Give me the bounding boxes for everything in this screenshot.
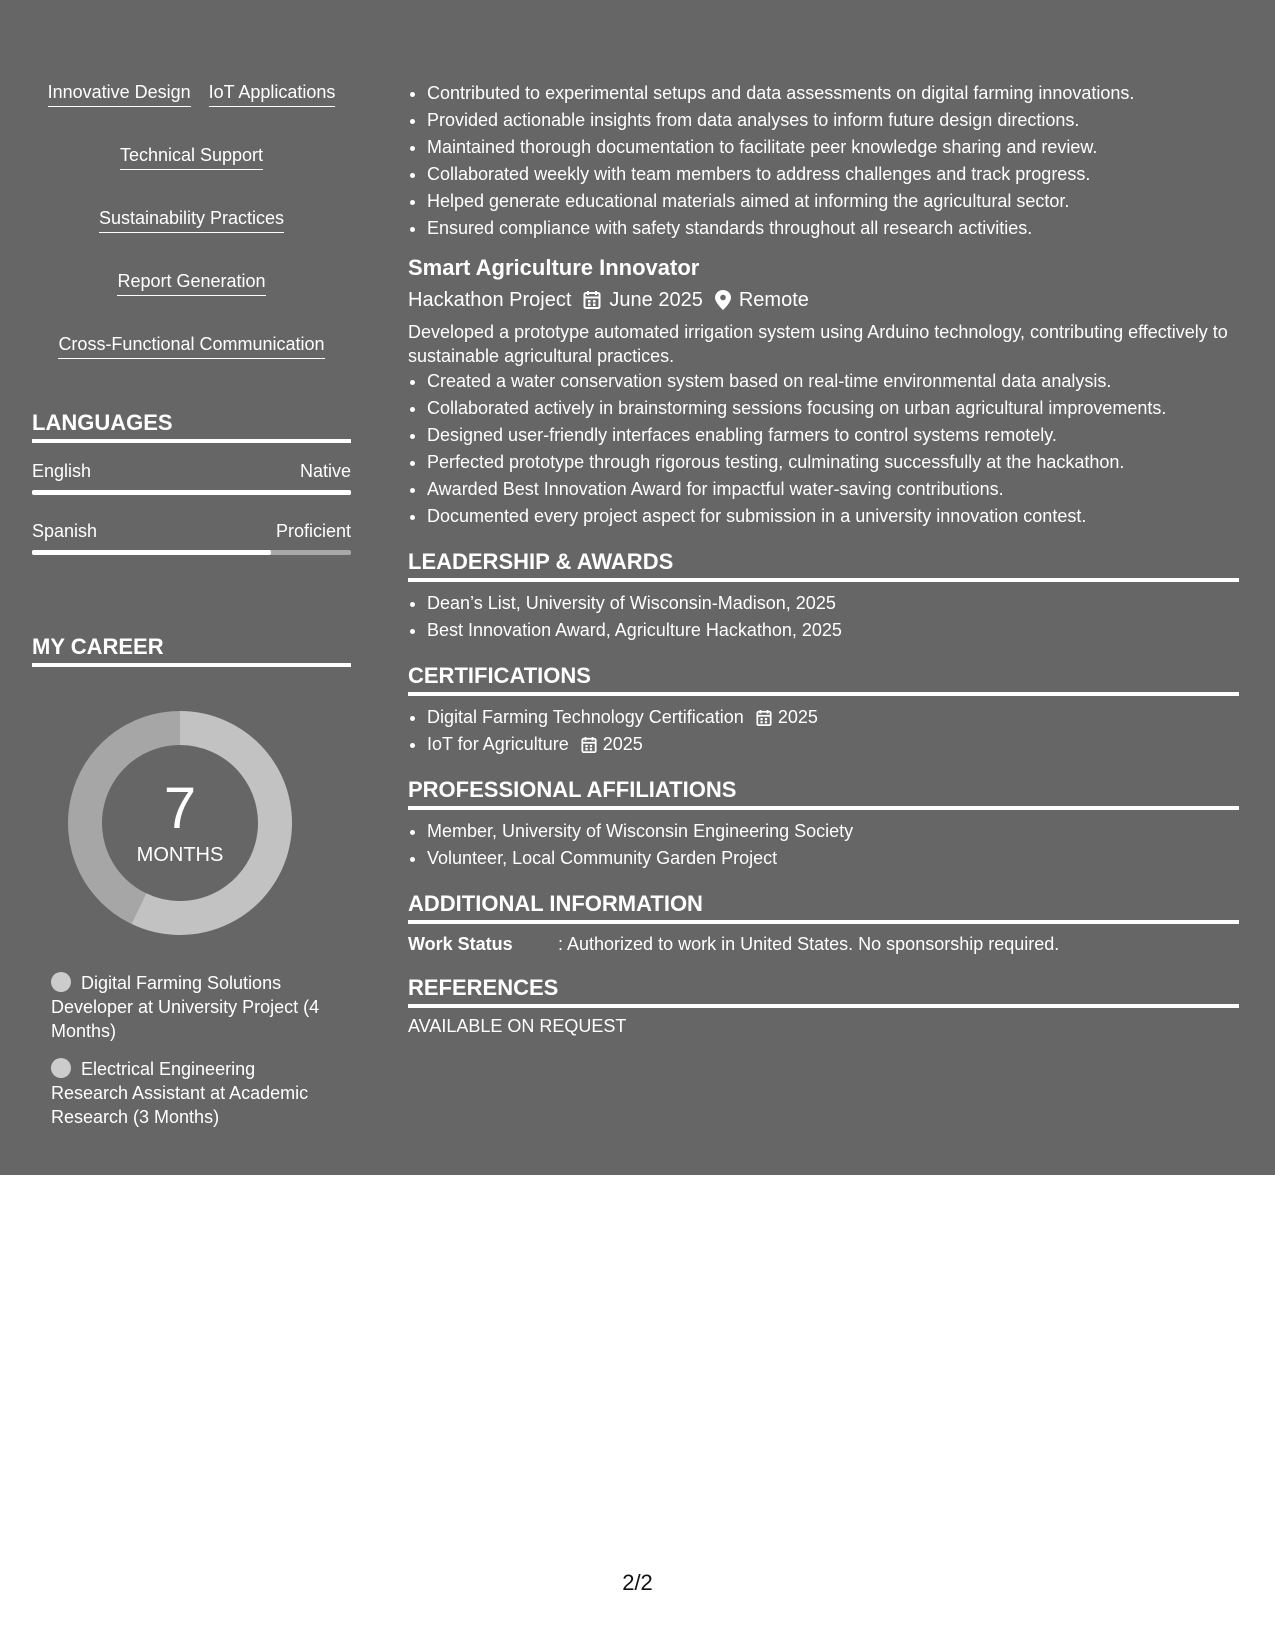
bullet-item: • Collaborated weekly with team members to address challenges and track progress. (427, 161, 1239, 188)
affiliations-heading: PROFESSIONAL AFFILIATIONS (408, 776, 1239, 810)
bullet-item: • Provided actionable insights from data analyses to inform future design directions. (427, 107, 1239, 134)
certification-name: • IoT for Agriculture (427, 734, 569, 754)
calendar-icon (756, 709, 772, 727)
career-legend (32, 971, 351, 1129)
project-entry (408, 254, 1239, 530)
bullet-item: • Perfected prototype through rigorous testing, culminating successfully at the hackathon. (427, 449, 1239, 476)
additional-section (408, 890, 1239, 956)
legend-dot-icon (51, 972, 71, 992)
bullet-item: • Volunteer, Local Community Garden Project (427, 845, 1239, 872)
language-bar (32, 550, 351, 555)
skill-tag: Innovative Design (48, 80, 191, 107)
career-legend-item (51, 1057, 331, 1129)
language-item (32, 461, 351, 495)
project-title: Smart Agriculture Innovator (408, 255, 700, 280)
project-location: Remote (738, 289, 809, 311)
leadership-heading: LEADERSHIP & AWARDS (408, 548, 1239, 582)
references-section (408, 974, 1239, 1037)
certification-year: 2025 (602, 734, 643, 754)
bullet-item: • Member, University of Wisconsin Engineering Society (427, 818, 1239, 845)
calendar-icon (581, 736, 597, 754)
project-bullets (408, 368, 1239, 530)
bullet-item: • Designed user-friendly interfaces enabling farmers to control systems remotely. (427, 422, 1239, 449)
page-number: 2/2 (622, 1570, 653, 1595)
references-heading: REFERENCES (408, 974, 1239, 1008)
bullet-item: • Maintained thorough documentation to facilitate peer knowledge sharing and review. (427, 134, 1239, 161)
language-bar (32, 490, 351, 495)
language-bar-fill (32, 550, 271, 555)
legend-dot-icon (51, 1058, 71, 1078)
skill-tag: IoT Applications (209, 80, 336, 107)
project-description: Developed a prototype automated irrigation system using Arduino technology, contributing effectively to sustainable agricultural practices. (408, 322, 1228, 366)
career-section (32, 633, 351, 1129)
project-meta (408, 286, 1239, 314)
career-total-unit: MONTHS (136, 843, 224, 866)
calendar-icon (583, 290, 601, 310)
bullet-item: • Helped generate educational materials aimed at informing the agricultural sector. (427, 188, 1239, 215)
skill-tag: Sustainability Practices (99, 206, 284, 233)
bullet-item: • Ensured compliance with safety standards throughout all research activities. (427, 215, 1239, 242)
certification-year: 2025 (777, 707, 818, 727)
certification-item (427, 731, 1239, 758)
languages-heading: LANGUAGES (32, 409, 351, 443)
location-pin-icon (715, 290, 731, 310)
skill-tag: Technical Support (120, 143, 263, 170)
career-legend-item (51, 971, 331, 1043)
skill-tag: Report Generation (117, 269, 265, 296)
career-total-number: 7 (163, 775, 197, 841)
career-heading: MY CAREER (32, 633, 351, 667)
references-text: AVAILABLE ON REQUEST (408, 1016, 627, 1036)
career-legend-label: Digital Farming Solutions Developer at University Project (4 Months) (51, 973, 320, 1041)
certification-item (427, 704, 1239, 731)
bullet-item: • Dean’s List, University of Wisconsin-Madison, 2025 (427, 590, 1239, 617)
bullet-item: • Created a water conservation system based on real-time environmental data analysis. (427, 368, 1239, 395)
affiliations-section (408, 776, 1239, 872)
skill-tag: Cross-Functional Communication (58, 332, 324, 359)
leadership-section (408, 548, 1239, 644)
language-level: Proficient (275, 521, 351, 541)
career-donut (66, 709, 294, 937)
additional-heading: ADDITIONAL INFORMATION (408, 890, 1239, 924)
languages-section (32, 409, 351, 555)
certifications-heading: CERTIFICATIONS (408, 662, 1239, 696)
project-date: June 2025 (609, 289, 703, 311)
right-column (408, 80, 1239, 1037)
language-name: Spanish (32, 521, 98, 541)
language-name: English (32, 461, 92, 481)
previous-job-bullets (408, 80, 1239, 242)
language-level: Native (299, 461, 351, 481)
bullet-item: • Collaborated actively in brainstorming sessions focusing on urban agricultural improvements. (427, 395, 1239, 422)
bullet-item: • Contributed to experimental setups and data assessments on digital farming innovations. (427, 80, 1239, 107)
bullet-item: • Awarded Best Innovation Award for impactful water-saving contributions. (427, 476, 1239, 503)
bullet-item: • Best Innovation Award, Agriculture Hackathon, 2025 (427, 617, 1239, 644)
certification-name: • Digital Farming Technology Certification (427, 707, 744, 727)
work-status-label: Work Status (408, 934, 513, 954)
project-org: Hackathon Project (408, 289, 572, 311)
skills-list (32, 80, 351, 359)
bullet-item: • Documented every project aspect for submission in a university innovation contest. (427, 503, 1239, 530)
left-column (32, 80, 351, 1143)
language-bar-fill (32, 490, 351, 495)
certifications-section (408, 662, 1239, 758)
career-legend-label: Electrical Engineering Research Assistant at Academic Research (3 Months) (51, 1059, 309, 1127)
language-item (32, 521, 351, 555)
work-status-value: : Authorized to work in United States. No sponsorship required. (558, 934, 1060, 954)
